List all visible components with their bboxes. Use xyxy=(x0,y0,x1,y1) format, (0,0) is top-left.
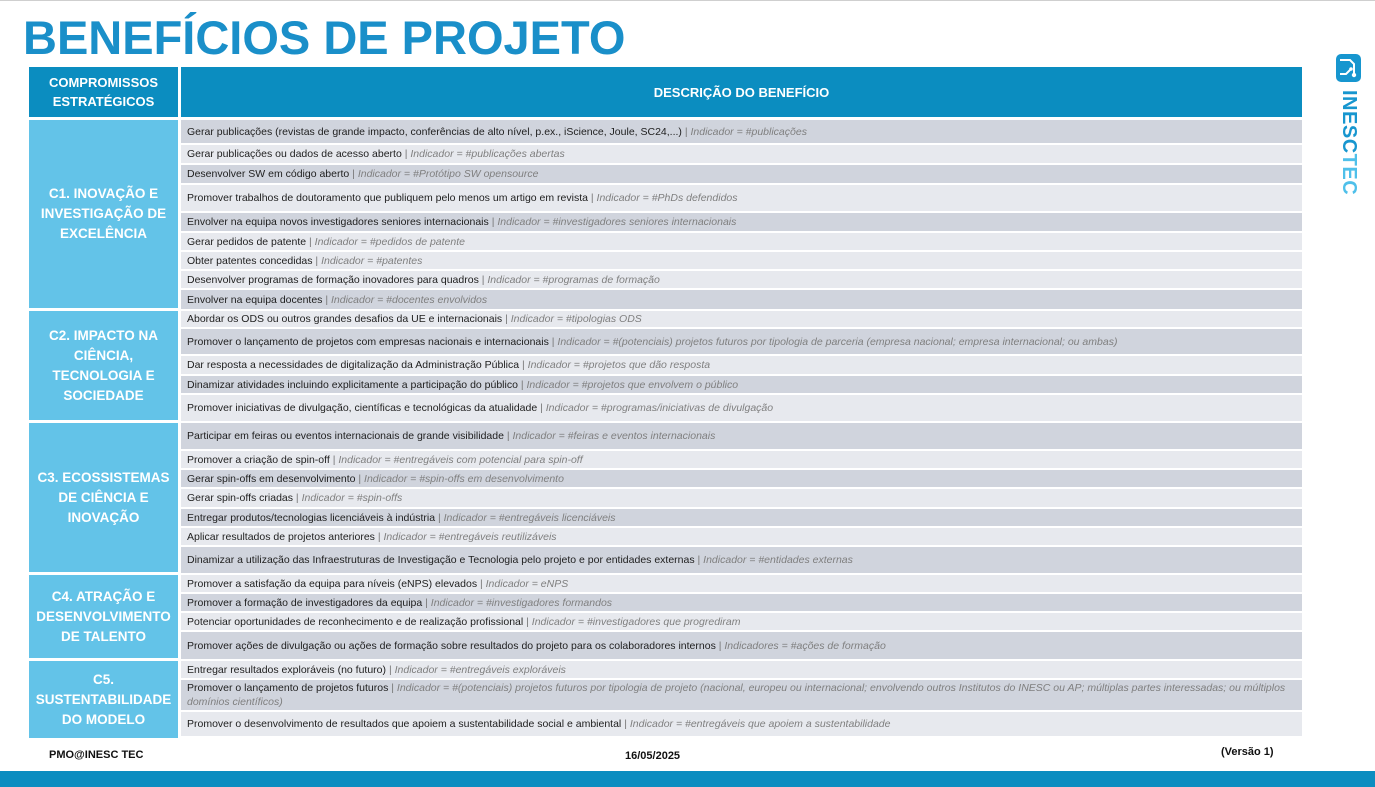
benefits-table xyxy=(29,67,1302,738)
benefit-text xyxy=(187,429,715,443)
bottom-bar xyxy=(0,771,1375,787)
benefit-text xyxy=(187,491,402,505)
table-row xyxy=(181,356,1302,376)
separator: | xyxy=(694,554,704,566)
benefit-description: Obter patentes concedidas xyxy=(187,254,313,267)
table-row xyxy=(181,423,1302,451)
logo-text-part1: INES xyxy=(1338,90,1360,139)
benefit-indicator: Indicador = #projetos que envolvem o público xyxy=(526,378,739,391)
benefit-text xyxy=(187,335,1117,349)
separator: | xyxy=(422,596,431,609)
separator: | xyxy=(329,453,339,466)
benefit-description: Desenvolver SW em código aberto xyxy=(187,168,350,180)
table-row xyxy=(181,547,1302,575)
benefit-indicator: Indicador = #entregáveis que apoiem a sustentabilidade xyxy=(629,718,891,730)
separator: | xyxy=(312,254,322,267)
benefit-text xyxy=(187,453,583,467)
table-row xyxy=(181,376,1302,395)
benefit-text xyxy=(187,378,738,392)
separator: | xyxy=(519,359,528,371)
table-row xyxy=(181,290,1302,311)
benefit-text xyxy=(187,254,422,268)
footer-version: (Versão 1) xyxy=(1221,746,1274,758)
table-row xyxy=(181,680,1302,712)
footer-date: 16/05/2025 xyxy=(625,750,681,762)
table-row xyxy=(181,271,1302,290)
benefit-indicator: Indicador = #tipologias ODS xyxy=(510,313,642,325)
benefit-indicator: Indicador = #feiras e eventos internacionais xyxy=(512,430,716,442)
benefit-text xyxy=(187,530,557,544)
benefit-indicator: Indicador = #investigadores formandos xyxy=(430,596,613,609)
benefit-text xyxy=(187,312,642,326)
top-rule xyxy=(0,0,1375,1)
separator: | xyxy=(715,639,725,652)
table-row xyxy=(181,661,1302,680)
benefit-text xyxy=(187,511,616,525)
benefit-description: Envolver na equipa novos investigadores seniores internacionais xyxy=(187,216,489,228)
benefit-text xyxy=(187,577,568,591)
header-benefit-description: DESCRIÇÃO DO BENEFÍCIO xyxy=(181,67,1302,117)
separator: | xyxy=(477,577,486,590)
benefit-description: Promover iniciativas de divulgação, científicas e tecnológicas da atualidade xyxy=(187,402,538,414)
separator: | xyxy=(388,682,397,694)
benefit-description: Promover o lançamento de projetos com empresas nacionais e internacionais xyxy=(187,335,549,348)
table-row xyxy=(181,120,1302,145)
benefit-description: Desenvolver programas de formação inovadores para quadros xyxy=(187,273,479,286)
table-row xyxy=(181,470,1302,489)
benefit-indicator: Indicador = #investigadores que progrediram xyxy=(531,615,741,628)
benefit-text xyxy=(187,235,465,249)
benefit-description: Gerar spin-offs criadas xyxy=(187,492,294,504)
separator: | xyxy=(517,378,527,391)
benefit-description: Gerar publicações (revistas de grande impacto, conferências de alto nível, p.ex., iScience, Joule, SC24,...) xyxy=(187,125,682,138)
inesc-tec-logo xyxy=(1334,54,1364,214)
benefit-description: Dar resposta a necessidades de digitalização da Administração Pública xyxy=(187,359,520,371)
benefit-indicator: Indicador = #publicações xyxy=(690,125,807,138)
benefit-description: Abordar os ODS ou outros grandes desafios da UE e internacionais xyxy=(187,313,503,325)
benefit-indicator: Indicador = #(potenciais) projetos futuros por tipologia de parceria (empresa nacional; empresa internacional; ou ambas) xyxy=(557,335,1118,348)
benefit-text xyxy=(187,472,564,486)
benefit-text xyxy=(187,639,886,653)
benefit-indicator: Indicador = #programas/iniciativas de divulgação xyxy=(545,402,774,414)
table-row xyxy=(181,233,1302,252)
table-row xyxy=(181,145,1302,165)
benefit-text xyxy=(187,273,660,287)
benefit-indicator: Indicador = #entregáveis licenciáveis xyxy=(443,511,616,524)
separator: | xyxy=(523,615,532,628)
table-row xyxy=(181,185,1302,213)
separator: | xyxy=(488,216,498,228)
benefit-description: Gerar pedidos de patente xyxy=(187,235,307,248)
benefit-description: Promover trabalhos de doutoramento que publiquem pelo menos um artigo em revista xyxy=(187,192,588,204)
table-row xyxy=(181,528,1302,547)
benefit-text xyxy=(187,553,853,567)
table-row xyxy=(181,594,1302,613)
separator: | xyxy=(401,148,411,160)
benefit-description: Dinamizar a utilização das Infraestruturas de Investigação e Tecnologia pelo projeto e por entidades externas xyxy=(187,554,695,566)
table-row xyxy=(181,329,1302,356)
separator: | xyxy=(435,511,444,524)
benefit-text xyxy=(187,215,736,229)
table-row xyxy=(181,252,1302,271)
separator: | xyxy=(349,168,358,180)
benefit-description: Envolver na equipa docentes xyxy=(187,293,323,306)
separator: | xyxy=(322,293,331,306)
table-row xyxy=(181,712,1302,738)
separator: | xyxy=(503,430,513,442)
separator: | xyxy=(478,273,488,286)
benefit-description: Promover a formação de investigadores da equipa xyxy=(187,596,423,609)
benefit-text xyxy=(187,125,807,139)
benefit-indicator: Indicador = #projetos que dão resposta xyxy=(527,359,711,371)
group-cell-c5: C5. SUSTENTABILIDADE DO MODELO xyxy=(29,661,178,738)
group-cell-c4: C4. ATRAÇÃO E DESENVOLVIMENTO DE TALENTO xyxy=(29,575,178,658)
benefit-description: Dinamizar atividades incluindo explicitamente a participação do público xyxy=(187,378,518,391)
benefit-description: Potenciar oportunidades de reconhecimento e de realização profissional xyxy=(187,615,524,628)
benefit-description: Promover ações de divulgação ou ações de formação sobre resultados do projeto para os colaboradores internos xyxy=(187,639,716,652)
benefit-description: Aplicar resultados de projetos anteriores xyxy=(187,530,375,543)
header-strategic-commitments: COMPROMISSOS ESTRATÉGICOS xyxy=(29,67,178,117)
table-row xyxy=(181,575,1302,594)
separator: | xyxy=(306,235,315,248)
separator: | xyxy=(386,663,395,676)
benefit-indicator: Indicador = #pedidos de patente xyxy=(314,235,465,248)
benefit-indicator: Indicador = #PhDs defendidos xyxy=(596,192,738,204)
logo-wordmark xyxy=(1336,90,1362,195)
separator: | xyxy=(587,192,597,204)
separator: | xyxy=(293,492,302,504)
benefit-indicator: Indicador = #spin-offs em desenvolvimento xyxy=(364,472,564,485)
page-title: BENEFÍCIOS DE PROJETO xyxy=(23,11,626,64)
separator: | xyxy=(624,718,630,730)
benefit-indicator: Indicador = #Protótipo SW opensource xyxy=(357,168,539,180)
separator: | xyxy=(374,530,384,543)
benefit-text xyxy=(187,663,566,677)
separator: | xyxy=(681,125,691,138)
benefit-description: Gerar spin-offs em desenvolvimento xyxy=(187,472,356,485)
benefit-description: Promover a criação de spin-off xyxy=(187,453,330,466)
benefit-description: Promover a satisfação da equipa para níveis (eNPS) elevados xyxy=(187,577,478,590)
benefit-indicator: Indicadores = #ações de formação xyxy=(724,639,886,652)
benefit-indicator: Indicador = #investigadores seniores internacionais xyxy=(497,216,737,228)
benefit-description: Participar em feiras ou eventos internacionais de grande visibilidade xyxy=(187,430,504,442)
benefit-description: Entregar produtos/tecnologias licenciáveis à indústria xyxy=(187,511,436,524)
benefit-text xyxy=(187,401,773,415)
logo-text-part3: TEC xyxy=(1338,153,1360,196)
table-row xyxy=(181,509,1302,528)
table-row xyxy=(181,613,1302,632)
benefit-text xyxy=(187,191,738,205)
group-cell-c3: C3. ECOSSISTEMAS DE CIÊNCIA E INOVAÇÃO xyxy=(29,423,178,572)
benefit-indicator: Indicador = #spin-offs xyxy=(301,492,403,504)
footer-org: PMO@INESC TEC xyxy=(49,749,144,761)
benefit-indicator: Indicador = #(potenciais) projetos futuros por tipologia de projeto (nacional, europeu ou internacional; envolvendo outros Institutos do INESC ou AP; múltiplas partes interessadas; ou múltiplos domínios científicos) xyxy=(187,682,1286,708)
benefit-indicator: Indicador = eNPS xyxy=(485,577,569,590)
benefit-text xyxy=(187,147,565,161)
benefit-indicator: Indicador = #publicações abertas xyxy=(410,148,565,160)
benefit-text xyxy=(187,167,538,181)
separator: | xyxy=(548,335,558,348)
benefit-indicator: Indicador = #entregáveis com potencial para spin-off xyxy=(338,453,583,466)
benefit-text xyxy=(187,615,740,629)
benefit-description: Entregar resultados exploráveis (no futuro) xyxy=(187,663,387,676)
benefit-indicator: Indicador = #entregáveis reutilizáveis xyxy=(383,530,557,543)
benefit-description: Gerar publicações ou dados de acesso aberto xyxy=(187,148,402,160)
benefit-indicator: Indicador = #patentes xyxy=(321,254,423,267)
separator: | xyxy=(537,402,546,414)
table-row xyxy=(181,165,1302,185)
table-row xyxy=(181,311,1302,329)
benefit-description: Promover o desenvolvimento de resultados que apoiem a sustentabilidade social e ambiental xyxy=(187,718,625,730)
separator: | xyxy=(502,313,511,325)
group-cell-c1: C1. INOVAÇÃO E INVESTIGAÇÃO DE EXCELÊNCIA xyxy=(29,120,178,308)
table-row xyxy=(181,632,1302,661)
inesc-circuit-icon xyxy=(1336,54,1361,82)
table-row xyxy=(181,451,1302,470)
benefit-text xyxy=(187,293,487,307)
benefit-indicator: Indicador = #entidades externas xyxy=(703,554,853,566)
table-row xyxy=(181,489,1302,509)
benefit-text xyxy=(187,358,710,372)
benefit-description: Promover o lançamento de projetos futuros xyxy=(187,682,389,694)
benefit-text xyxy=(187,717,890,731)
logo-text-part2: C xyxy=(1338,138,1360,154)
benefit-indicator: Indicador = #programas de formação xyxy=(487,273,660,286)
benefit-text xyxy=(187,596,612,610)
group-cell-c2: C2. IMPACTO NA CIÊNCIA, TECNOLOGIA E SOCIEDADE xyxy=(29,311,178,420)
benefit-indicator: Indicador = #entregáveis exploráveis xyxy=(394,663,566,676)
separator: | xyxy=(355,472,365,485)
table-row xyxy=(181,395,1302,423)
benefit-text xyxy=(187,681,1296,709)
table-row xyxy=(181,213,1302,233)
benefit-indicator: Indicador = #docentes envolvidos xyxy=(331,293,488,306)
